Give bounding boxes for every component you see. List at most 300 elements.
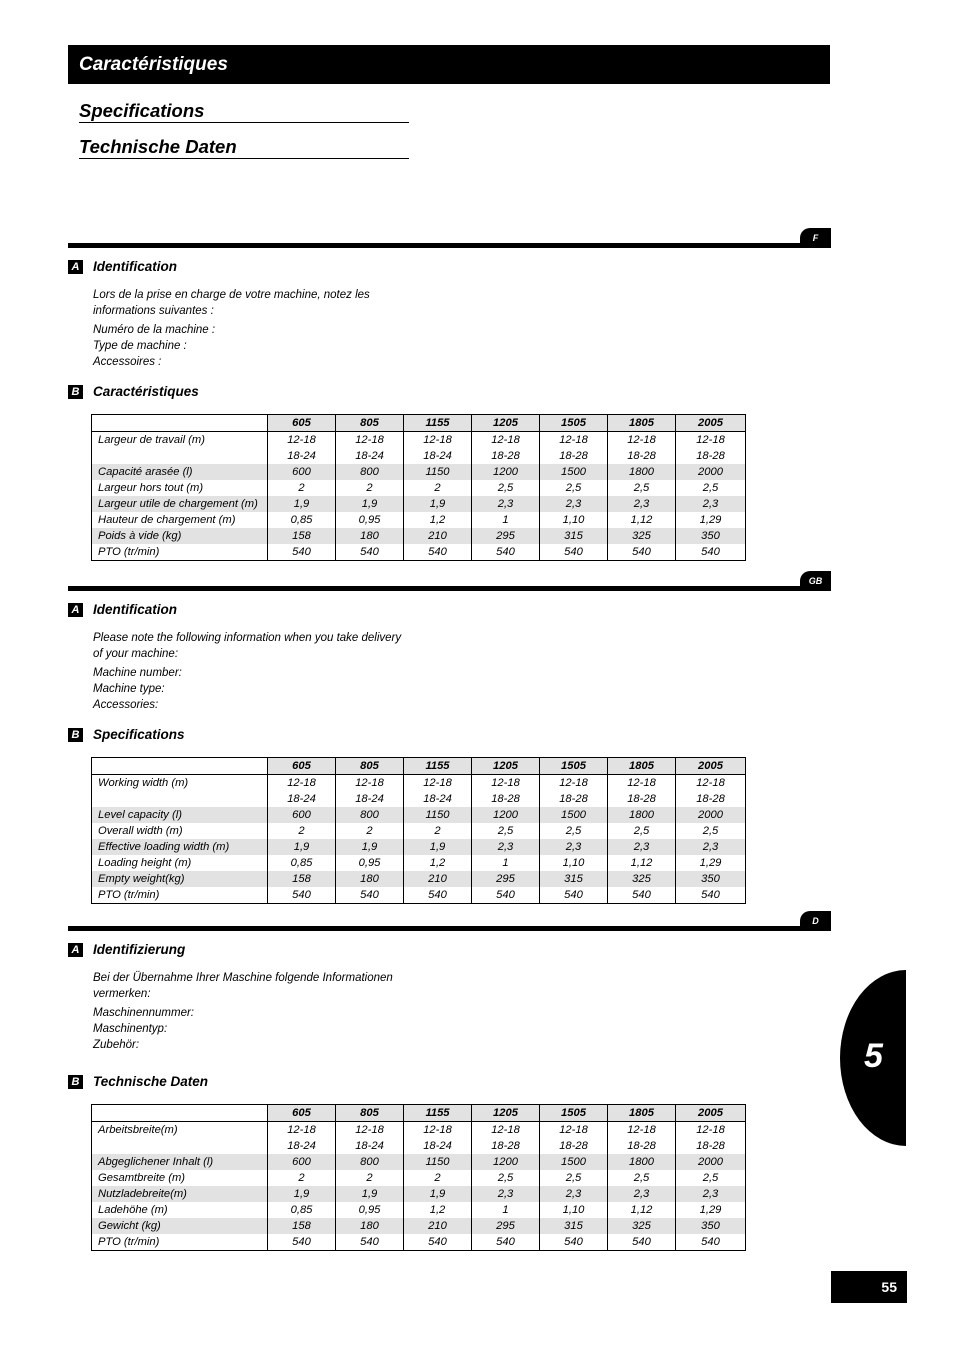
table-cell: 2,3 [540, 1186, 608, 1202]
table-row [92, 1202, 746, 1218]
table-cell: 0,95 [336, 855, 404, 871]
cell-line: 18-24 [355, 1140, 384, 1152]
table-cell: 1 [472, 855, 540, 871]
table-cell: 2 [336, 823, 404, 839]
cell-line: 18-24 [355, 793, 384, 805]
table-head [92, 415, 746, 432]
table-body [92, 1122, 746, 1251]
table-cell: 158 [268, 528, 336, 544]
cell-line: 18-28 [559, 450, 588, 462]
table-head [92, 758, 746, 775]
table-row [92, 480, 746, 496]
table-cell: 2 [268, 1170, 336, 1186]
table-cell: 1,12 [608, 1202, 676, 1218]
model-column-header: 1205 [472, 758, 540, 775]
language-tab [800, 228, 831, 248]
table-row [92, 871, 746, 887]
table-cell [268, 1122, 336, 1155]
table-cell: 2 [404, 823, 472, 839]
table-cell [336, 775, 404, 808]
row-label: Largeur de travail (m) [92, 432, 268, 465]
table-row [92, 887, 746, 904]
model-column-header: 1205 [472, 1105, 540, 1122]
cell-line: 12-18 [491, 434, 520, 446]
model-column-header: 1155 [404, 1105, 472, 1122]
cell-line: 12-18 [423, 777, 452, 789]
table-cell: 800 [336, 1154, 404, 1170]
row-label: Nutzladebreite(m) [92, 1186, 268, 1202]
table-cell: 1,10 [540, 1202, 608, 1218]
cell-line: 12-18 [423, 434, 452, 446]
intro-line: of your machine: [93, 648, 179, 660]
table-cell [268, 432, 336, 465]
table-cell: 2,5 [608, 480, 676, 496]
table-cell: 2,3 [472, 1186, 540, 1202]
model-column-header: 2005 [676, 1105, 746, 1122]
identification-intro [93, 970, 393, 1002]
table-cell: 2,5 [540, 823, 608, 839]
specifications-table [91, 757, 746, 904]
cell-line: 18-24 [287, 793, 316, 805]
table-row [92, 855, 746, 871]
section-letter-badge: A [68, 603, 83, 617]
cell-line: 12-18 [355, 1124, 384, 1136]
cell-line: 18-28 [559, 793, 588, 805]
row-label: Arbeitsbreite(m) [92, 1122, 268, 1155]
identification-fields [93, 322, 215, 370]
intro-line: Lors de la prise en charge de votre machine, notez les [93, 289, 370, 301]
table-body [92, 775, 746, 904]
table-cell [404, 775, 472, 808]
cell-line: 12-18 [559, 777, 588, 789]
table-cell: 2,3 [676, 839, 746, 855]
table-cell: 1 [472, 1202, 540, 1218]
cell-line: 18-28 [491, 1140, 520, 1152]
identification-heading [68, 943, 468, 958]
table-cell: 540 [472, 887, 540, 904]
model-column-header: 605 [268, 415, 336, 432]
cell-line: 18-28 [491, 793, 520, 805]
cell-line: 12-18 [491, 777, 520, 789]
cell-line: 12-18 [559, 434, 588, 446]
table-cell: 2,3 [676, 496, 746, 512]
table-cell: 1800 [608, 1154, 676, 1170]
row-label: Hauteur de chargement (m) [92, 512, 268, 528]
table-row [92, 1154, 746, 1170]
table-cell: 325 [608, 528, 676, 544]
cell-line: 12-18 [627, 777, 656, 789]
table-body [92, 432, 746, 561]
table-cell: 180 [336, 1218, 404, 1234]
table-cell: 1200 [472, 464, 540, 480]
table-row [92, 1122, 746, 1155]
chapter-subtitle-german: Technische Daten [79, 136, 409, 159]
cell-line: 12-18 [696, 1124, 725, 1136]
table-row [92, 1218, 746, 1234]
identification-title: Identifizierung [93, 942, 186, 957]
table-cell: 600 [268, 807, 336, 823]
table-cell: 0,85 [268, 855, 336, 871]
section-letter-badge: B [68, 1075, 83, 1089]
specifications-title: Technische Daten [93, 1074, 209, 1089]
table-row [92, 823, 746, 839]
identification-fields [93, 1005, 194, 1053]
table-row [92, 1186, 746, 1202]
table-cell: 0,95 [336, 512, 404, 528]
table-cell: 2,3 [608, 1186, 676, 1202]
chapter-title-bar [68, 45, 830, 84]
table-cell: 1,9 [404, 839, 472, 855]
table-cell: 1,2 [404, 855, 472, 871]
cell-line: 12-18 [355, 434, 384, 446]
identification-field-label: Accessoires : [93, 356, 162, 368]
table-cell: 2,5 [472, 480, 540, 496]
cell-line: 18-28 [627, 793, 656, 805]
model-column-header: 1805 [608, 758, 676, 775]
row-label: Level capacity (l) [92, 807, 268, 823]
specifications-heading [68, 1075, 468, 1090]
table-cell [676, 432, 746, 465]
table-row [92, 1170, 746, 1186]
table-cell: 2,3 [472, 496, 540, 512]
table-corner-cell [92, 758, 268, 775]
table-cell: 540 [676, 544, 746, 561]
cell-line: 12-18 [627, 1124, 656, 1136]
language-tab-label: D [812, 916, 819, 926]
table-cell: 2 [404, 480, 472, 496]
table-cell: 2 [336, 1170, 404, 1186]
model-column-header: 605 [268, 1105, 336, 1122]
table-cell [676, 775, 746, 808]
table-header-row [92, 758, 746, 775]
table-cell: 2,5 [676, 480, 746, 496]
model-column-header: 1805 [608, 415, 676, 432]
row-label: Gesamtbreite (m) [92, 1170, 268, 1186]
cell-line: 18-28 [627, 450, 656, 462]
identification-intro [93, 287, 370, 319]
row-label: Gewicht (kg) [92, 1218, 268, 1234]
chapter-subtitle-english: Specifications [79, 100, 409, 123]
section-divider [68, 926, 813, 931]
table-cell: 1,29 [676, 1202, 746, 1218]
model-column-header: 1805 [608, 1105, 676, 1122]
table-cell: 295 [472, 871, 540, 887]
language-tab-label: F [812, 233, 819, 243]
table-cell: 2,3 [676, 1186, 746, 1202]
model-column-header: 805 [336, 758, 404, 775]
table-cell: 350 [676, 871, 746, 887]
cell-line: 18-28 [696, 1140, 725, 1152]
table-row [92, 1234, 746, 1251]
cell-line: 12-18 [355, 777, 384, 789]
table-cell [472, 775, 540, 808]
table-cell: 315 [540, 1218, 608, 1234]
table-cell: 540 [540, 1234, 608, 1251]
table-row [92, 512, 746, 528]
language-tab-label: GB [808, 576, 823, 586]
table-cell: 295 [472, 1218, 540, 1234]
table-cell: 540 [676, 1234, 746, 1251]
table-cell [540, 775, 608, 808]
table-cell: 1,9 [268, 839, 336, 855]
table-cell: 2,5 [540, 1170, 608, 1186]
row-label: Empty weight(kg) [92, 871, 268, 887]
identification-title: Identification [93, 602, 177, 617]
identification-heading [68, 603, 468, 618]
table-cell: 2,5 [472, 823, 540, 839]
table-cell: 540 [676, 887, 746, 904]
table-cell: 2,5 [608, 1170, 676, 1186]
table-corner-cell [92, 1105, 268, 1122]
row-label: PTO (tr/min) [92, 544, 268, 561]
table-cell: 1 [472, 512, 540, 528]
cell-line: 12-18 [696, 434, 725, 446]
row-label: PTO (tr/min) [92, 1234, 268, 1251]
table-cell: 540 [540, 544, 608, 561]
chapter-thumb-tab [840, 970, 906, 1146]
table-cell: 1500 [540, 807, 608, 823]
table-cell: 540 [608, 1234, 676, 1251]
table-cell: 315 [540, 528, 608, 544]
identification-field-label: Machine type: [93, 683, 165, 695]
specifications-heading [68, 385, 468, 400]
identification-field-label: Zubehör: [93, 1039, 140, 1051]
table-cell: 1,29 [676, 855, 746, 871]
table-cell: 1,9 [268, 496, 336, 512]
intro-line: Please note the following information when you take delivery [93, 632, 402, 644]
identification-field-label: Machine number: [93, 667, 182, 679]
cell-line: 12-18 [491, 1124, 520, 1136]
table-cell [676, 1122, 746, 1155]
table-cell [404, 1122, 472, 1155]
table-head [92, 1105, 746, 1122]
table-cell: 540 [540, 887, 608, 904]
table-row [92, 807, 746, 823]
table-cell: 2,5 [676, 1170, 746, 1186]
specifications-title: Caractéristiques [93, 384, 199, 399]
identification-heading [68, 260, 468, 275]
table-cell: 2000 [676, 464, 746, 480]
table-cell: 1150 [404, 464, 472, 480]
identification-fields [93, 665, 182, 713]
table-cell: 2,5 [540, 480, 608, 496]
table-cell: 540 [404, 1234, 472, 1251]
cell-line: 12-18 [423, 1124, 452, 1136]
table-cell: 1,12 [608, 512, 676, 528]
table-row [92, 775, 746, 808]
model-column-header: 2005 [676, 415, 746, 432]
table-row [92, 432, 746, 465]
model-column-header: 1155 [404, 415, 472, 432]
row-label: Ladehöhe (m) [92, 1202, 268, 1218]
intro-line: Bei der Übernahme Ihrer Maschine folgende Informationen [93, 972, 393, 984]
table-cell [336, 1122, 404, 1155]
table-cell: 350 [676, 528, 746, 544]
cell-line: 18-28 [491, 450, 520, 462]
table-cell: 1,9 [336, 839, 404, 855]
intro-line: informations suivantes : [93, 305, 214, 317]
identification-title: Identification [93, 259, 177, 274]
table-cell [472, 1122, 540, 1155]
table-cell [608, 775, 676, 808]
table-cell: 2,3 [608, 496, 676, 512]
table-cell: 1150 [404, 1154, 472, 1170]
specifications-table [91, 1104, 746, 1251]
table-row [92, 544, 746, 561]
table-cell: 2 [268, 823, 336, 839]
table-cell: 2,5 [676, 823, 746, 839]
model-column-header: 2005 [676, 758, 746, 775]
cell-line: 12-18 [287, 1124, 316, 1136]
section-letter-badge: B [68, 385, 83, 399]
table-cell: 2000 [676, 1154, 746, 1170]
table-cell: 180 [336, 871, 404, 887]
table-cell: 180 [336, 528, 404, 544]
table-cell: 158 [268, 1218, 336, 1234]
row-label: Poids à vide (kg) [92, 528, 268, 544]
cell-line: 12-18 [287, 434, 316, 446]
table-cell: 1,10 [540, 512, 608, 528]
table-cell [472, 432, 540, 465]
cell-line: 18-28 [696, 450, 725, 462]
table-header-row [92, 1105, 746, 1122]
row-label: Effective loading width (m) [92, 839, 268, 855]
table-cell: 210 [404, 528, 472, 544]
table-cell: 1,9 [404, 496, 472, 512]
table-cell: 600 [268, 464, 336, 480]
table-cell: 540 [336, 544, 404, 561]
table-cell: 350 [676, 1218, 746, 1234]
cell-line: 12-18 [559, 1124, 588, 1136]
model-column-header: 1155 [404, 758, 472, 775]
model-column-header: 805 [336, 415, 404, 432]
cell-line: 12-18 [696, 777, 725, 789]
table-cell: 1,9 [336, 1186, 404, 1202]
cell-line: 18-24 [287, 450, 316, 462]
row-label: Loading height (m) [92, 855, 268, 871]
section-divider [68, 586, 813, 591]
identification-field-label: Maschinennummer: [93, 1007, 194, 1019]
table-cell: 325 [608, 1218, 676, 1234]
section-letter-badge: A [68, 260, 83, 274]
table-cell [608, 432, 676, 465]
intro-line: vermerken: [93, 988, 151, 1000]
model-column-header: 1505 [540, 1105, 608, 1122]
specifications-title: Specifications [93, 727, 185, 742]
table-corner-cell [92, 415, 268, 432]
specifications-heading [68, 728, 468, 743]
cell-line: 18-28 [696, 793, 725, 805]
model-column-header: 605 [268, 758, 336, 775]
table-cell: 0,85 [268, 512, 336, 528]
table-cell: 325 [608, 871, 676, 887]
cell-line: 12-18 [287, 777, 316, 789]
table-cell [404, 432, 472, 465]
table-row [92, 496, 746, 512]
table-cell: 2,3 [540, 839, 608, 855]
table-cell: 540 [472, 1234, 540, 1251]
table-cell: 0,85 [268, 1202, 336, 1218]
table-cell: 210 [404, 1218, 472, 1234]
row-label: Overall width (m) [92, 823, 268, 839]
table-cell: 1800 [608, 464, 676, 480]
table-cell: 2,5 [608, 823, 676, 839]
table-cell: 2 [404, 1170, 472, 1186]
table-cell: 540 [472, 544, 540, 561]
table-row [92, 839, 746, 855]
table-cell: 1200 [472, 807, 540, 823]
table-cell: 158 [268, 871, 336, 887]
identification-field-label: Type de machine : [93, 340, 187, 352]
identification-field-label: Accessories: [93, 699, 159, 711]
table-cell: 1,9 [404, 1186, 472, 1202]
table-cell: 210 [404, 871, 472, 887]
table-cell: 2 [336, 480, 404, 496]
table-cell: 0,95 [336, 1202, 404, 1218]
row-label: Largeur hors tout (m) [92, 480, 268, 496]
identification-intro [93, 630, 401, 662]
table-cell: 540 [608, 544, 676, 561]
table-cell [268, 775, 336, 808]
table-cell: 2,3 [608, 839, 676, 855]
table-cell: 2 [268, 480, 336, 496]
table-cell: 800 [336, 464, 404, 480]
table-cell: 1,9 [268, 1186, 336, 1202]
table-cell: 1200 [472, 1154, 540, 1170]
cell-line: 12-18 [627, 434, 656, 446]
identification-field-label: Maschinentyp: [93, 1023, 168, 1035]
cell-line: 18-24 [423, 1140, 452, 1152]
cell-line: 18-24 [423, 793, 452, 805]
model-column-header: 1205 [472, 415, 540, 432]
table-cell: 295 [472, 528, 540, 544]
cell-line: 18-28 [627, 1140, 656, 1152]
row-label: Largeur utile de chargement (m) [92, 496, 268, 512]
table-cell: 540 [336, 887, 404, 904]
table-cell: 1,29 [676, 512, 746, 528]
table-cell: 540 [608, 887, 676, 904]
table-cell [608, 1122, 676, 1155]
table-cell: 2,3 [540, 496, 608, 512]
row-label: PTO (tr/min) [92, 887, 268, 904]
table-cell [540, 1122, 608, 1155]
page-number: 55 [881, 1279, 897, 1295]
table-cell: 1800 [608, 807, 676, 823]
table-cell: 2,5 [472, 1170, 540, 1186]
table-cell: 1,12 [608, 855, 676, 871]
language-tab [800, 571, 831, 591]
table-cell: 600 [268, 1154, 336, 1170]
cell-line: 18-24 [423, 450, 452, 462]
model-column-header: 1505 [540, 758, 608, 775]
table-cell: 315 [540, 871, 608, 887]
cell-line: 18-28 [559, 1140, 588, 1152]
table-cell: 540 [404, 887, 472, 904]
section-divider [68, 243, 813, 248]
model-column-header: 1505 [540, 415, 608, 432]
table-cell: 1150 [404, 807, 472, 823]
table-cell: 2000 [676, 807, 746, 823]
section-letter-badge: B [68, 728, 83, 742]
specifications-table [91, 414, 746, 561]
table-cell [540, 432, 608, 465]
chapter-title: Caractéristiques [79, 54, 228, 75]
row-label: Abgeglichener Inhalt (l) [92, 1154, 268, 1170]
chapter-number: 5 [864, 1037, 883, 1075]
table-cell [336, 432, 404, 465]
table-cell: 2,3 [472, 839, 540, 855]
table-cell: 1,2 [404, 1202, 472, 1218]
